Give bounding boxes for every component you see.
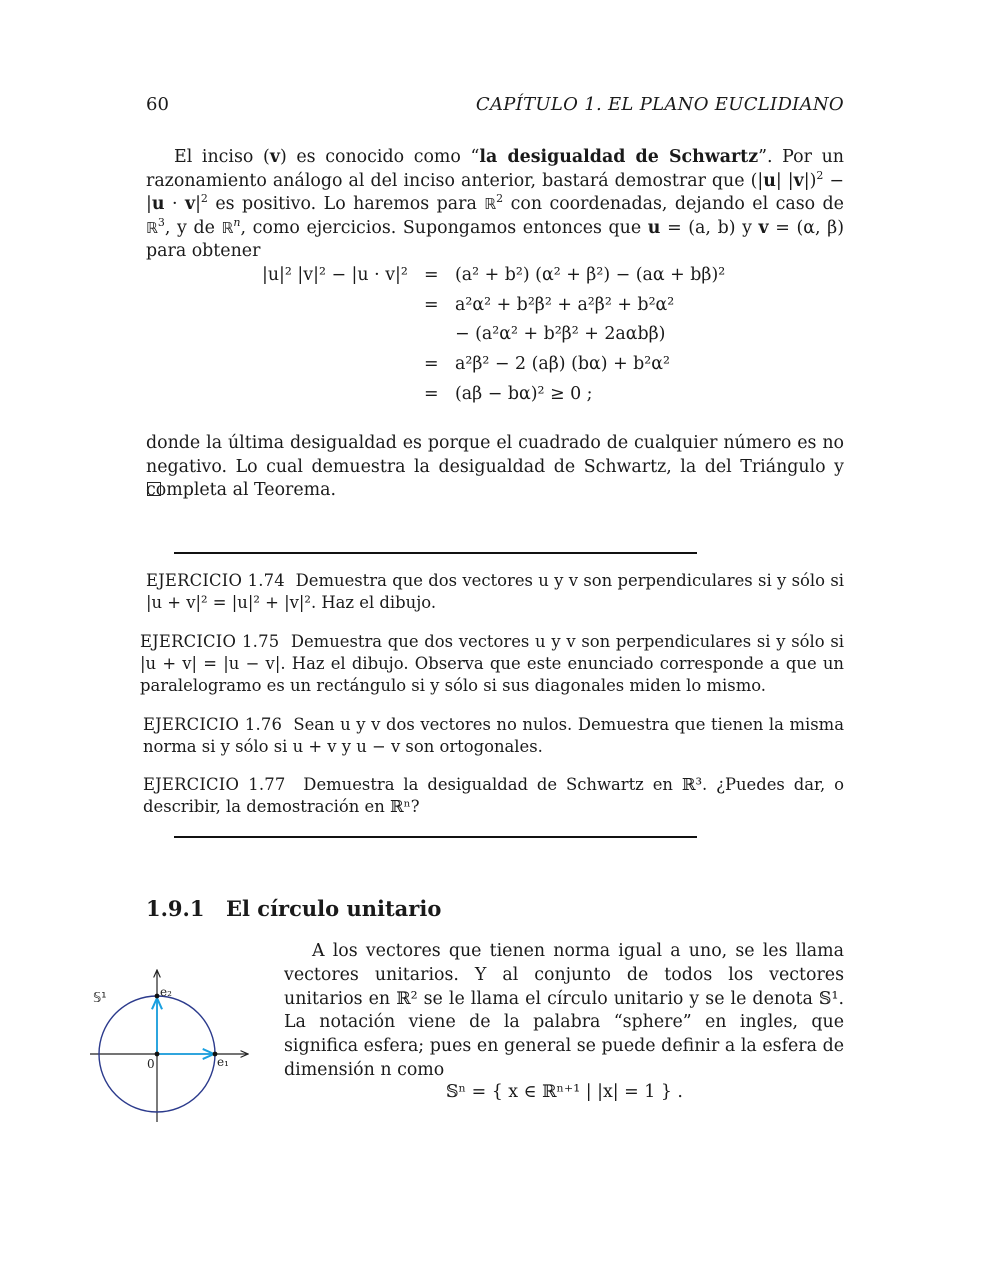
intro-u: u	[647, 217, 661, 238]
equation-line: (a² + b²) (α² + β²) − (aα + bβ)²	[455, 265, 726, 285]
exercise-1-74	[146, 570, 844, 614]
equation-line: (aβ − bα)² ≥ 0 ;	[455, 384, 593, 404]
exercise-text: Demuestra que dos vectores u y v son perpendiculares si y sólo si |u + v| = |u − v|. Haz el dibujo. Observa que este enunciado corresponde a que un paralelogramo es un rectángulo si y sólo si sus diagonales miden lo mismo.	[140, 632, 844, 695]
intro-v: v	[269, 147, 280, 167]
intro-text: ·	[164, 194, 185, 214]
section-title: El círculo unitario	[226, 896, 442, 921]
reals-symbol: ℝ	[221, 218, 234, 237]
equation-line: a²β² − 2 (aβ) (bα) + b²α²	[455, 354, 670, 374]
circle-label: 𝕊¹	[93, 991, 107, 1006]
origin-label: 0	[147, 1057, 155, 1071]
intro-text: con coordenadas, dejando el caso de	[503, 194, 844, 214]
equation-line: a²α² + b²β² + a²β² + b²α²	[455, 295, 675, 315]
exercise-1-76	[143, 714, 844, 758]
reals-symbol: ℝ	[146, 218, 158, 237]
exercise-text: Demuestra la desigualdad de Schwartz en ℝ³. ¿Puedes dar, o describir, la demostración en ℝⁿ?	[143, 775, 844, 816]
page-number: 60	[146, 94, 169, 115]
exercise-label: EJERCICIO 1.76	[143, 715, 283, 734]
exercise-label: EJERCICIO 1.74	[146, 571, 285, 590]
equation-equals: =	[424, 354, 439, 374]
e2-label: e₂	[160, 985, 172, 999]
conclusion-paragraph: donde la última desigualdad es porque el cuadrado de cualquier número es no negativo. Lo cual demuestra la desigualdad de Schwartz, la del Triángulo y completa al Teorema.	[146, 433, 844, 500]
e2-dot	[155, 994, 160, 999]
intro-exp: 3	[157, 215, 165, 229]
intro-u: u	[151, 194, 165, 214]
intro-text: es positivo. Lo haremos para	[207, 194, 485, 214]
chapter-title: CAPÍTULO 1. EL PLANO EUCLIDIANO	[475, 94, 844, 115]
intro-text: − |	[146, 170, 844, 214]
section-heading	[146, 896, 441, 921]
top-rule-divider	[174, 552, 697, 554]
e1-label: e₁	[217, 1055, 229, 1069]
intro-text: | |	[775, 170, 794, 191]
intro-text: El inciso (	[174, 147, 270, 167]
section-number: 1.9.1	[146, 896, 205, 921]
intro-paragraph	[146, 146, 844, 264]
exercise-label: EJERCICIO 1.75	[140, 632, 280, 651]
exercise-label: EJERCICIO 1.77	[143, 775, 286, 794]
intro-text: , como ejercicios. Supongamos entonces que	[240, 217, 648, 238]
intro-exp: 2	[816, 168, 824, 182]
intro-text: = (a, b) y	[660, 217, 759, 238]
intro-exp: n	[233, 215, 241, 229]
unit-circle-figure	[80, 960, 270, 1130]
exercise-1-75	[140, 631, 844, 697]
intro-text: ”. Por un razonamiento análogo al del inciso anterior, bastará demostrar que (|	[146, 147, 844, 191]
equation-equals: =	[424, 265, 439, 285]
exercise-1-77	[143, 774, 844, 818]
intro-exp: 2	[496, 192, 504, 205]
intro-text: ) es conocido como “	[279, 147, 480, 167]
bottom-rule-divider	[174, 836, 697, 838]
reals-symbol: ℝ	[484, 195, 497, 213]
exercise-text: Sean u y v dos vectores no nulos. Demuestra que tienen la misma norma si y sólo si u + v y u − v son ortogonales.	[143, 715, 844, 756]
origin-dot	[155, 1052, 160, 1057]
intro-v: v	[758, 217, 769, 238]
intro-v: v	[793, 170, 804, 191]
intro-v: v	[184, 194, 196, 214]
equation-equals: =	[424, 384, 439, 404]
sphere-formula: 𝕊ⁿ = { x ∈ ℝⁿ⁺¹ | |x| = 1 } .	[446, 1082, 683, 1102]
intro-u: u	[763, 170, 776, 191]
intro-exp: 2	[200, 192, 208, 205]
intro-text: |	[195, 194, 201, 214]
equation-equals: =	[424, 295, 439, 315]
intro-text: |)	[803, 170, 817, 191]
intro-text: , y de	[164, 217, 222, 238]
qed-square-icon	[147, 482, 161, 496]
equation-line: − (a²α² + b²β² + 2aαbβ)	[455, 324, 666, 344]
schwartz-name: la desigualdad de Schwartz	[479, 147, 759, 167]
equation-lhs: |u|² |v|² − |u · v|²	[262, 265, 408, 285]
exercise-text: Demuestra que dos vectores u y v son perpendiculares si y sólo si |u + v|² = |u|² + |v|². Haz el dibujo.	[146, 571, 845, 612]
circle-paragraph: A los vectores que tienen norma igual a uno, se les llama vectores unitarios. Y al conjunto de todos los vectores unitarios en ℝ² se le llama el círculo unitario y se le denota 𝕊¹. La notación viene de la palabra “sphere” en ingles, que significa esfera; pues en general se puede definir a la esfera de dimensión n como	[284, 941, 844, 1080]
intro-text: = (α, β) para obtener	[146, 217, 844, 261]
